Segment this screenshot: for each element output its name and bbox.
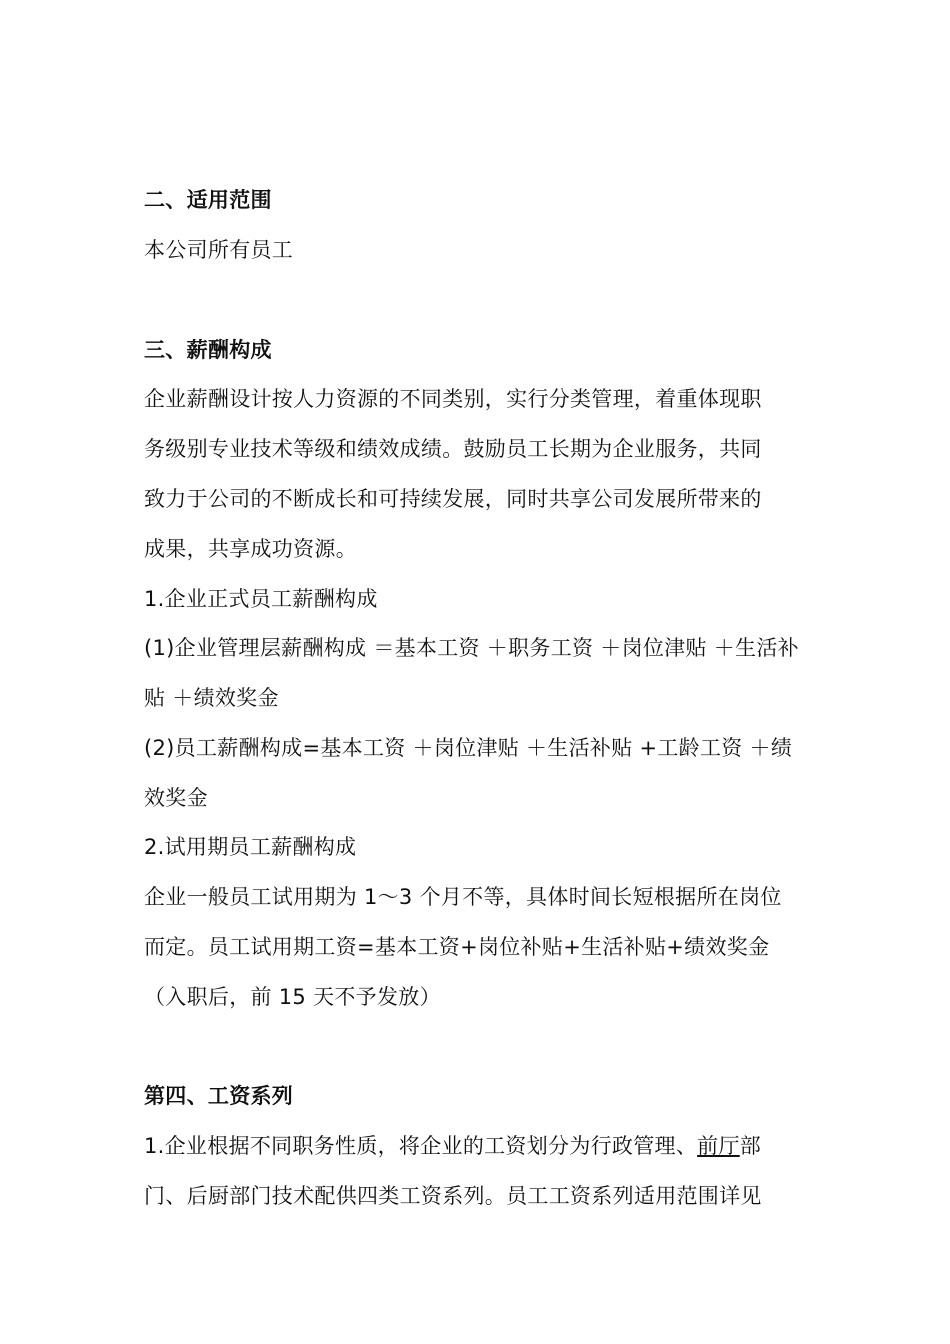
paragraph-line: 门、后厨部门技术配供四类工资系列。员工工资系列适用范围详见 (144, 1184, 762, 1208)
paragraph-line: 务级别专业技术等级和绩效成绩。鼓励员工长期为企业服务，共同 (144, 437, 762, 461)
list-item-title: 1.企业正式员工薪酬构成 (144, 587, 378, 611)
section-heading-scope: 二、适用范围 (144, 188, 272, 212)
paragraph-line: 企业一般员工试用期为 1～3 个月不等，具体时间长短根据所在岗位 (144, 885, 782, 909)
paragraph-line: （入职后，前 15 天不予发放） (144, 985, 441, 1009)
paragraph-line: 效奖金 (144, 786, 208, 810)
paragraph-line: 致力于公司的不断成长和可持续发展，同时共享公司发展所带来的 (144, 487, 762, 511)
paragraph-line: 而定。员工试用期工资=基本工资+岗位补贴+生活补贴+绩效奖金 (144, 935, 770, 959)
section-heading-compensation: 三、薪酬构成 (144, 338, 272, 362)
underlined-term: 前厅 (697, 1134, 740, 1158)
paragraph-line: (2)员工薪酬构成=基本工资 ＋岗位津贴 ＋生活补贴 +工龄工资 ＋绩 (144, 736, 793, 760)
scope-text: 本公司所有员工 (144, 238, 294, 262)
line-text: 1.企业根据不同职务性质，将企业的工资划分为行政管理、 (144, 1134, 698, 1158)
paragraph-line: 企业薪酬设计按人力资源的不同类别，实行分类管理，着重体现职 (144, 387, 762, 411)
paragraph-line: 成果，共享成功资源。 (144, 537, 357, 561)
paragraph-line: 贴 ＋绩效奖金 (144, 686, 279, 710)
paragraph-line: (1)企业管理层薪酬构成 ＝基本工资 ＋职务工资 ＋岗位津贴 ＋生活补 (144, 636, 799, 660)
section-heading-salary-series: 第四、工资系列 (144, 1084, 294, 1108)
list-item-title: 2.试用期员工薪酬构成 (144, 835, 357, 859)
line-text: 部 (739, 1134, 762, 1158)
paragraph-line (144, 1131, 824, 1161)
